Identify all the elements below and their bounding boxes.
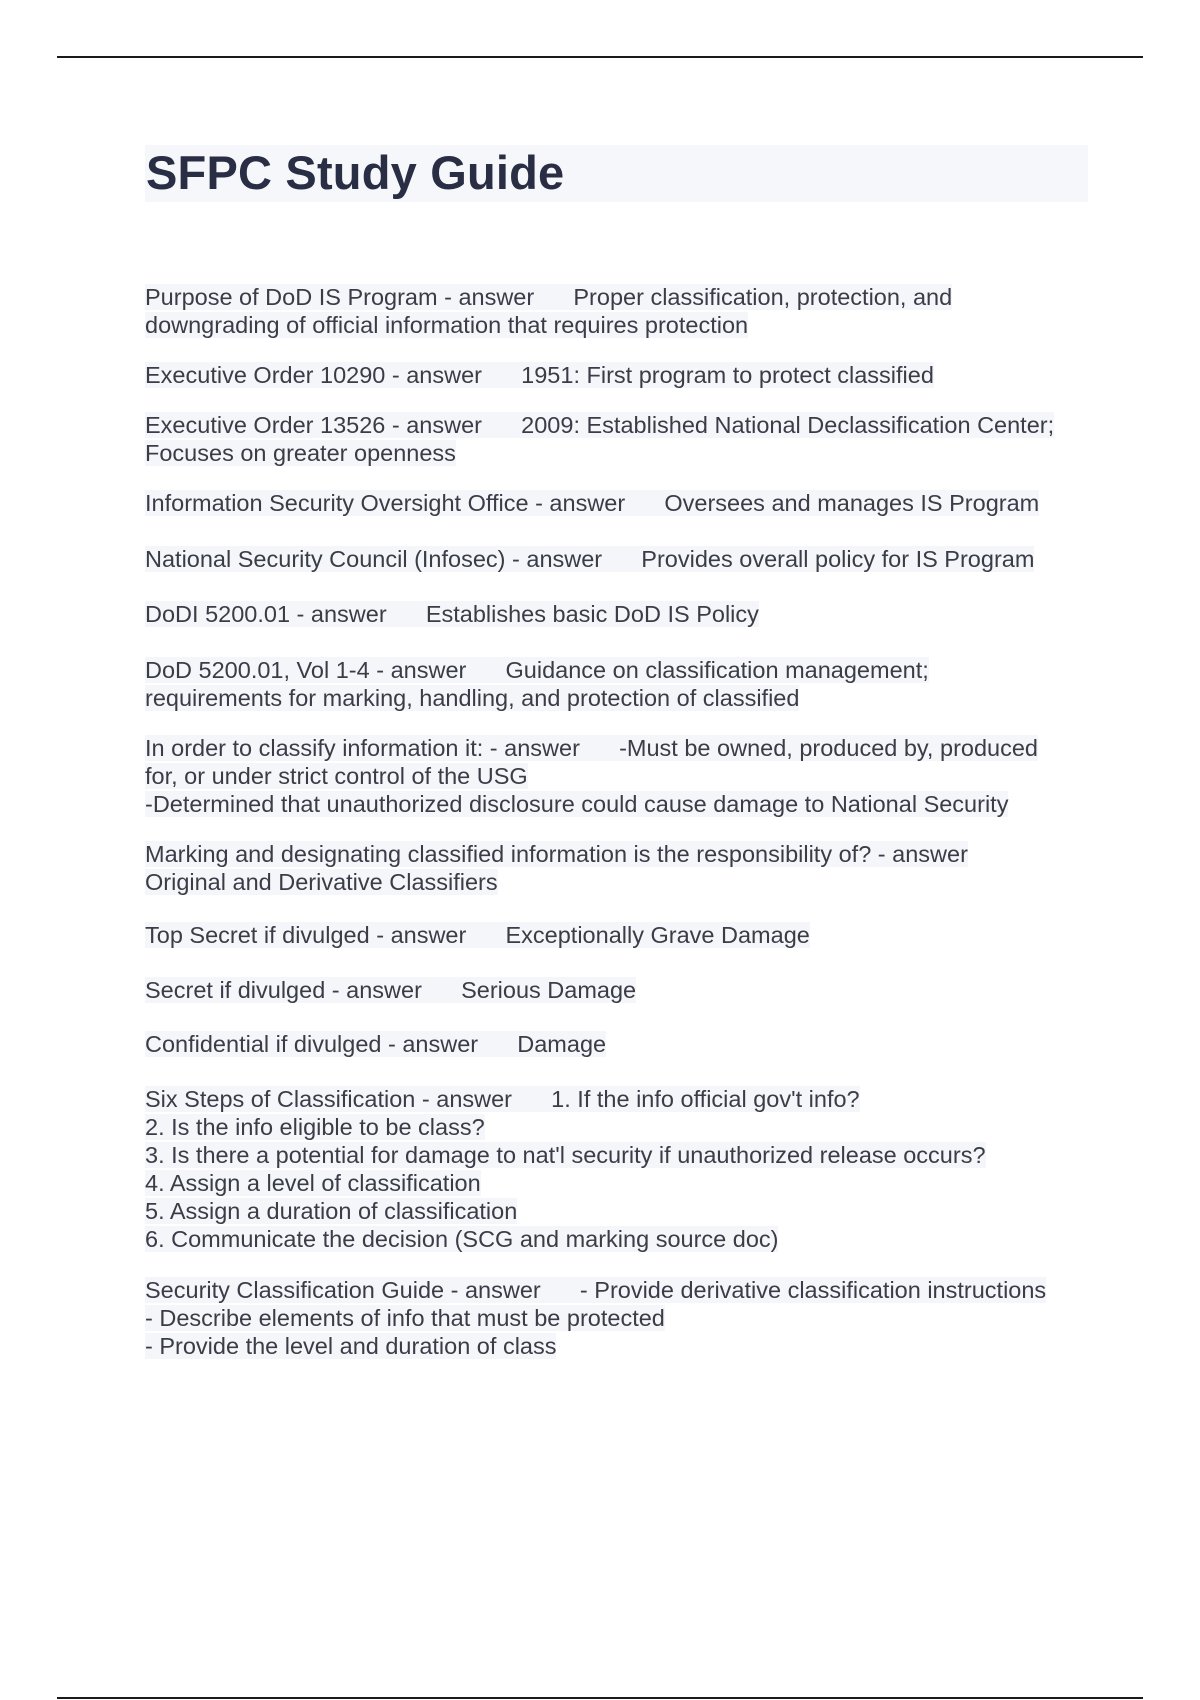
qa-text: Security Classification Guide - answer - Provide derivative classification instructions - Describe elements of info that must be protected - Provide the level and duration of class <box>145 1277 1047 1359</box>
qa-text: DoD 5200.01, Vol 1-4 - answer Guidance on classification management; requirements for marking, handling, and protection of classified <box>145 657 929 711</box>
qa-item <box>145 361 1090 389</box>
qa-text: In order to classify information it: - answer -Must be owned, produced by, produced for, or under strict control of the USG -Determined that unauthorized disclosure could cause damage to National Security <box>145 735 1038 817</box>
qa-text: Executive Order 10290 - answer 1951: First program to protect classified <box>145 362 934 388</box>
qa-item <box>145 734 1090 818</box>
qa-item <box>145 545 1090 573</box>
qa-item <box>145 840 1090 896</box>
qa-item <box>145 656 1090 712</box>
qa-list <box>145 283 1090 1359</box>
qa-item <box>145 600 1090 628</box>
qa-item <box>145 283 1090 339</box>
qa-text: Secret if divulged - answer Serious Damage <box>145 977 637 1003</box>
qa-text: Executive Order 13526 - answer 2009: Established National Declassification Center; Focuses on greater openness <box>145 412 1055 466</box>
qa-item <box>145 411 1090 467</box>
qa-text: DoDI 5200.01 - answer Establishes basic DoD IS Policy <box>145 601 759 627</box>
qa-text: Information Security Oversight Office - answer Oversees and manages IS Program <box>145 490 1040 516</box>
qa-text: Marking and designating classified information is the responsibility of? - answer Original and Derivative Classifiers <box>145 841 968 895</box>
qa-text: National Security Council (Infosec) - answer Provides overall policy for IS Program <box>145 546 1035 572</box>
top-rule <box>57 56 1143 58</box>
page-title: SFPC Study Guide <box>146 146 565 199</box>
bottom-rule <box>57 1697 1143 1699</box>
qa-text: Purpose of DoD IS Program - answer Proper classification, protection, and downgrading of official information that requires protection <box>145 284 953 338</box>
qa-item <box>145 1276 1090 1360</box>
qa-item <box>145 489 1090 517</box>
qa-text: Confidential if divulged - answer Damage <box>145 1031 607 1057</box>
qa-text: Six Steps of Classification - answer 1. If the info official gov't info? 2. Is the info eligible to be class? 3. Is there a potential for damage to nat'l security if unauthorized release occurs? 4. Assign a level of classification 5. Assign a duration of classification 6. Communicate the decision (SCG and marking source doc) <box>145 1086 986 1252</box>
qa-item <box>145 976 1090 1004</box>
qa-item <box>145 1085 1090 1253</box>
qa-item <box>145 921 1090 949</box>
qa-text: Top Secret if divulged - answer Exceptionally Grave Damage <box>145 922 810 948</box>
qa-item <box>145 1030 1090 1058</box>
